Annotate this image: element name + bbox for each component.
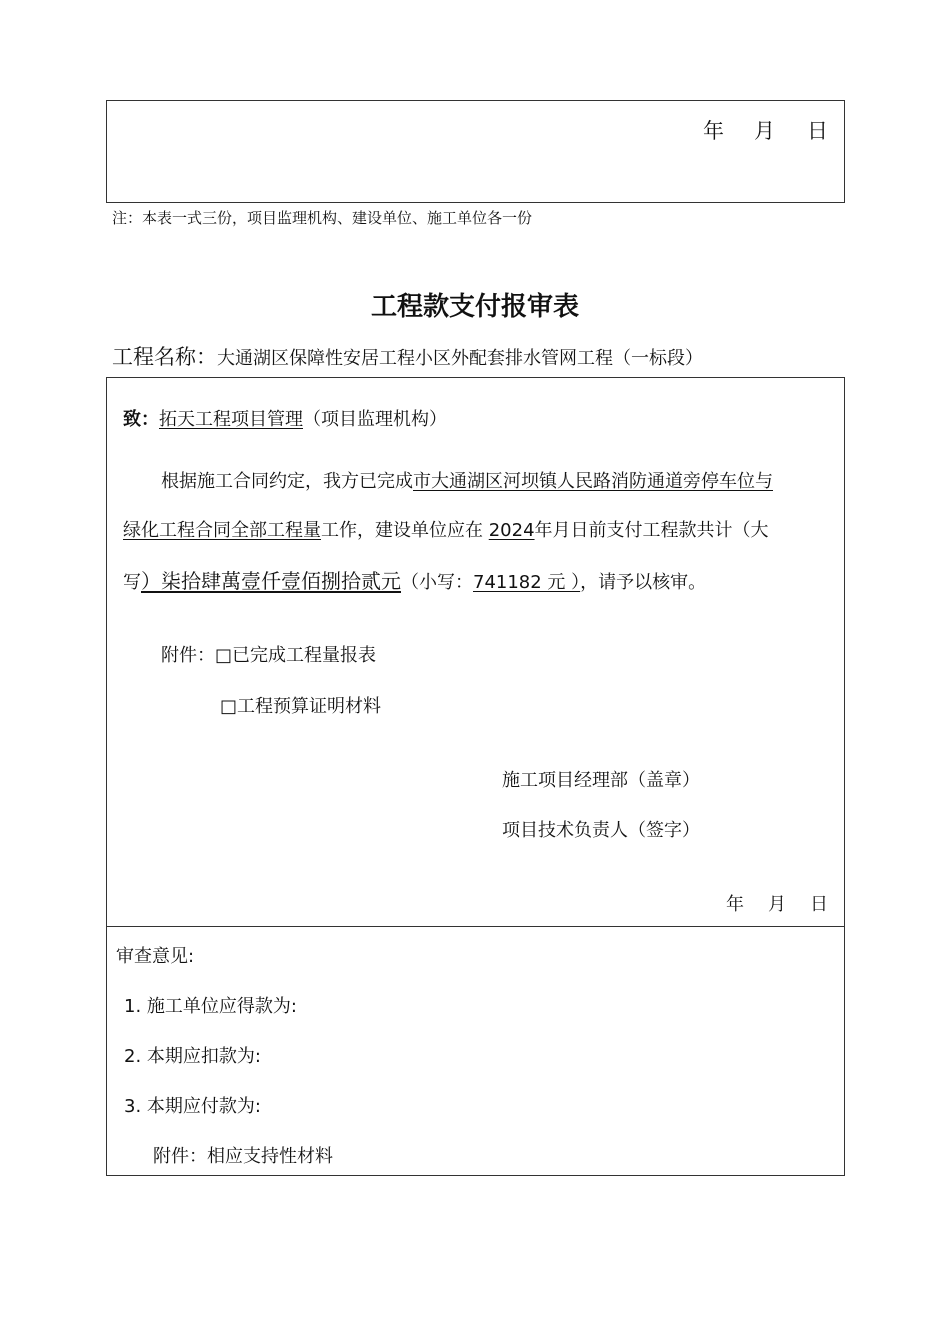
- paragraph-mid: 工作，建设单位应在: [321, 520, 483, 541]
- sign-person: 项目技术负责人（签字）: [502, 820, 700, 841]
- project-name-line: [112, 341, 703, 371]
- small-amount-prefix: （小写：: [401, 572, 473, 593]
- top-date-year: 年: [703, 119, 724, 143]
- paragraph-after-year: 年月日前支付工程款共计（大: [534, 520, 769, 541]
- form-title: 工程款支付报审表: [370, 292, 579, 322]
- addressee-label: 致：: [123, 409, 159, 430]
- paragraph-line-2: [123, 516, 769, 542]
- review-item-2: 2. 本期应扣款为:: [124, 1046, 261, 1067]
- form-note: 注：本表一式三份，项目监理机构、建设单位、施工单位各一份: [112, 209, 533, 227]
- addressee-line: [123, 405, 447, 431]
- top-date-line: [703, 115, 828, 145]
- application-date-line: [726, 890, 828, 916]
- top-date-day: 日: [807, 119, 828, 143]
- paragraph-project-1: 市大通湖区河坝镇人民路消防通道旁停车位与: [413, 471, 773, 492]
- review-item-3: 3. 本期应付款为:: [124, 1096, 261, 1117]
- project-name: 大通湖区保障性安居工程小区外配套排水管网工程（一标段）: [217, 348, 703, 369]
- big-amount-prefix: 写: [123, 572, 141, 593]
- attachment-item-2: □工程预算证明材料: [220, 696, 382, 717]
- sign-dept: 施工项目经理部（盖章）: [502, 770, 700, 791]
- big-amount: ）柒拾肆萬壹仟壹佰捌拾贰元: [141, 569, 401, 593]
- attachment-line-1: [161, 641, 376, 667]
- review-attachment: 附件：相应支持性材料: [153, 1146, 333, 1167]
- paragraph-line-3: [123, 565, 706, 594]
- payment-year: 2024: [488, 520, 535, 541]
- addressee-name: 拓天工程项目管理: [159, 409, 303, 430]
- attachment-label: 附件：: [161, 645, 215, 666]
- attachment-item-1: □已完成工程量报表: [215, 645, 377, 666]
- application-date-year: 年: [726, 894, 744, 915]
- application-date-day: 日: [810, 894, 828, 915]
- review-item-1: 1. 施工单位应得款为:: [124, 996, 297, 1017]
- addressee-suffix: （项目监理机构）: [303, 409, 447, 430]
- application-section: [106, 377, 845, 927]
- review-title: 审查意见:: [116, 946, 195, 967]
- paragraph-project-2: 绿化工程合同全部工程量: [123, 520, 321, 541]
- review-section: [106, 926, 845, 1176]
- top-date-month: 月: [754, 119, 775, 143]
- project-label: 工程名称：: [112, 345, 217, 369]
- small-amount: 741182 元 ）: [473, 572, 581, 593]
- paragraph-end: ，请予以核审。: [580, 572, 707, 593]
- paragraph-line-1: [161, 467, 773, 493]
- application-date-month: 月: [768, 894, 786, 915]
- top-signature-box: [106, 100, 845, 203]
- paragraph-intro: 根据施工合同约定，我方已完成: [161, 471, 413, 492]
